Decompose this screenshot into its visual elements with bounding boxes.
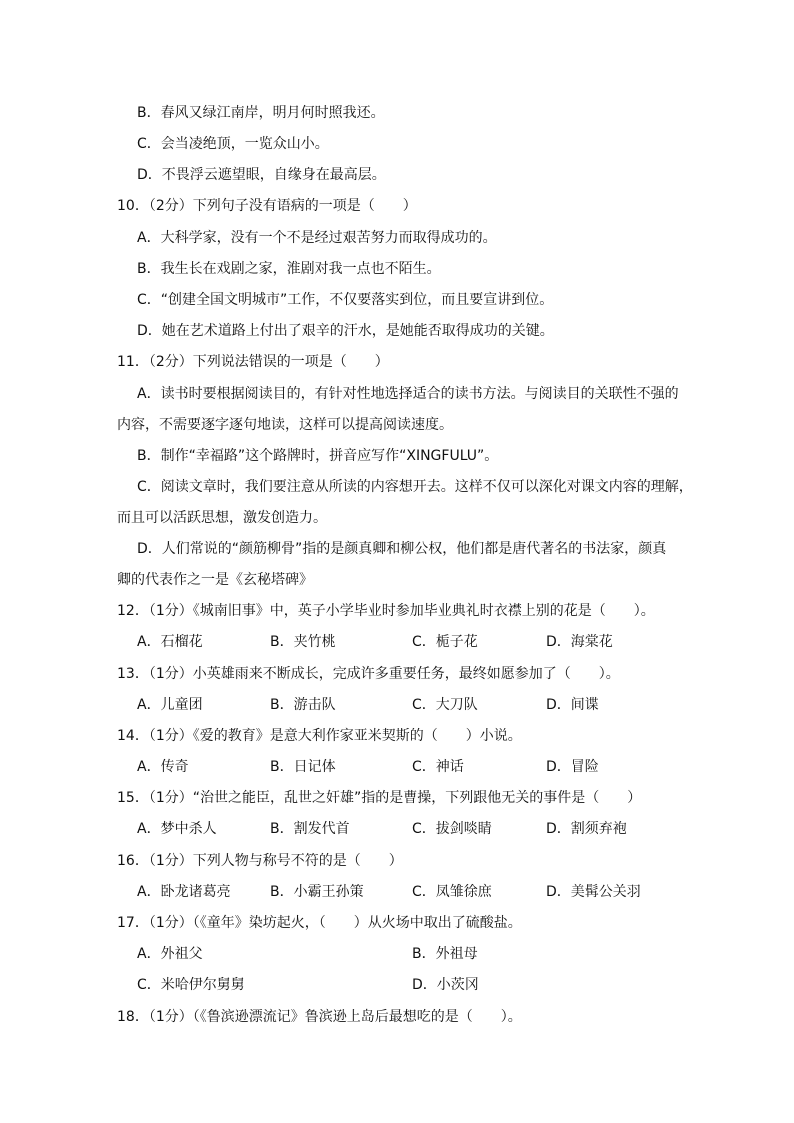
q13-options (0, 695, 794, 715)
q12-option-a: A．石榴花 (137, 634, 203, 650)
q9-option-c: C．会当凌绝顶，一览众山小。 (137, 136, 329, 152)
q15-option-d: D．割须弃袍 (546, 821, 627, 837)
q16-options (0, 882, 794, 902)
q16-option-a: A．卧龙诸葛亮 (137, 884, 231, 900)
q15-option-a: A．梦中杀人 (137, 821, 217, 837)
q15-option-c: C．拔剑啖睛 (412, 821, 492, 837)
q14-option-c: C．神话 (412, 759, 464, 775)
q17-option-d: D．小茨冈 (412, 977, 479, 993)
q14-stem: 14．（1分）《爱的教育》是意大利作家亚米契斯的（ ）小说。 (117, 728, 522, 744)
q9-option-b: B．春风又绿江南岸，明月何时照我还。 (137, 105, 385, 121)
q11-option-d-line1: D．人们常说的“颜筋柳骨”指的是颜真卿和柳公权，他们都是唐代著名的书法家，颜真 (137, 541, 667, 557)
q15-stem: 15．（1分）“治世之能臣，乱世之奸雄”指的是曹操，下列跟他无关的事件是（ ） (117, 790, 642, 806)
q11-option-c-line1: C．阅读文章时，我们要注意从所读的内容想开去。这样不仅可以深化对课文内容的理解， (137, 479, 693, 495)
q17-option-c: C．米哈伊尔舅舅 (137, 977, 245, 993)
q12-stem: 12．（1分）《城南旧事》中，英子小学毕业时参加毕业典礼时衣襟上别的花是（ ）。 (117, 603, 655, 619)
q18-stem: 18．（1分）（《鲁滨逊漂流记》鲁滨逊上岛后最想吃的是（ ）。 (117, 1009, 522, 1025)
q13-option-b: B．游击队 (270, 697, 336, 713)
q12-option-c: C．栀子花 (412, 634, 478, 650)
q17-stem: 17．（1分）（《童年》染坊起火，（ ）从火场中取出了硫酸盐。 (117, 915, 522, 931)
q11-option-b: B．制作“幸福路”这个路牌时，拼音应写作“XINGFULU”。 (137, 448, 499, 464)
q16-option-d: D．美髯公关羽 (546, 884, 641, 900)
q11-stem: 11．（2分）下列说法错误的一项是（ ） (117, 354, 389, 370)
q14-option-b: B．日记体 (270, 759, 336, 775)
q11-option-a-line1: A．读书时要根据阅读目的，有针对性地选择适合的读书方法。与阅读目的关联性不强的 (137, 386, 679, 402)
q13-option-c: C．大刀队 (412, 697, 478, 713)
q12-option-b: B．夹竹桃 (270, 634, 336, 650)
q11-option-c-line2: 而且可以活跃思想，激发创造力。 (117, 510, 327, 526)
q10-option-c: C．“创建全国文明城市”工作，不仅要落实到位，而且要宣讲到位。 (137, 292, 554, 308)
q10-option-d: D．她在艺术道路上付出了艰辛的汗水，是她能否取得成功的关键。 (137, 323, 554, 339)
q14-option-a: A．传奇 (137, 759, 189, 775)
q14-options (0, 757, 794, 777)
q16-stem: 16．（1分）下列人物与称号不符的是（ ） (117, 853, 403, 869)
q12-options (0, 632, 794, 652)
q13-option-d: D．间谍 (546, 697, 599, 713)
q14-option-d: D．冒险 (546, 759, 599, 775)
q11-option-a-line2: 内容，不需要逐字逐句地读，这样可以提高阅读速度。 (117, 417, 453, 433)
q12-option-d: D．海棠花 (546, 634, 613, 650)
q10-stem: 10．（2分）下列句子没有语病的一项是（ ） (117, 198, 417, 214)
q11-option-d-line2: 卿的代表作之一是《玄秘塔碑》 (117, 572, 313, 588)
q13-stem: 13．（1分）小英雄雨来不断成长，完成许多重要任务，最终如愿参加了（ ）。 (117, 666, 620, 682)
q9-option-d: D．不畏浮云遮望眼，自缘身在最高层。 (137, 167, 386, 183)
q15-option-b: B．割发代首 (270, 821, 350, 837)
q13-option-a: A．儿童团 (137, 697, 203, 713)
q17-option-a: A．外祖父 (137, 946, 203, 962)
q15-options (0, 819, 794, 839)
q16-option-c: C．凤雏徐庶 (412, 884, 492, 900)
q17-option-b: B．外祖母 (412, 946, 478, 962)
q10-option-b: B．我生长在戏剧之家，淮剧对我一点也不陌生。 (137, 261, 441, 277)
q10-option-a: A．大科学家，没有一个不是经过艰苦努力而取得成功的。 (137, 230, 497, 246)
q16-option-b: B．小霸王孙策 (270, 884, 364, 900)
